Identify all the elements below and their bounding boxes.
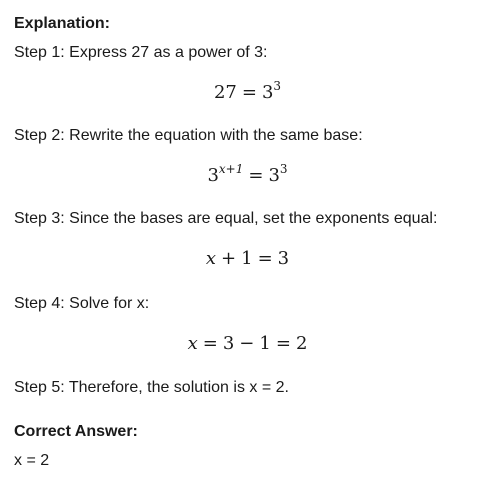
eq2-base-right: 3 (268, 165, 280, 186)
eq3-plus: + (221, 248, 237, 269)
eq4-var: x (187, 333, 198, 354)
eq2-exp-left: x+1 (218, 162, 244, 176)
eq1-exp: 3 (273, 79, 282, 93)
eq4-rhs: 2 (295, 333, 308, 354)
eq4-minus: − (239, 333, 255, 354)
eq1-lhs: 27 (213, 82, 237, 103)
eq3-equals: = (257, 248, 273, 269)
step-2-text: Step 2: Rewrite the equation with the same base: (14, 127, 363, 144)
correct-answer-value: x = 2 (14, 452, 50, 469)
step-1-text: Step 1: Express 27 as a power of 3: (14, 44, 268, 61)
equation-2 (0, 162, 495, 187)
eq3-var: x (205, 248, 217, 269)
step-3-text: Step 3: Since the bases are equal, set the exponents equal: (14, 210, 438, 227)
correct-answer-heading: Correct Answer: (14, 423, 138, 440)
eq4-equals: = (202, 333, 218, 354)
eq4-b: 1 (259, 333, 271, 354)
eq1-base: 3 (261, 82, 274, 103)
eq2-equals: = (248, 165, 264, 186)
eq3-rhs: 3 (277, 248, 290, 269)
equation-4 (0, 333, 495, 355)
eq1-equals: = (241, 82, 257, 103)
step-4-text: Step 4: Solve for x: (14, 295, 150, 312)
eq2-base-left: 3 (207, 165, 219, 186)
step-5-text: Step 5: Therefore, the solution is x = 2. (14, 379, 289, 396)
eq2-exp-right: 3 (279, 162, 288, 176)
equation-3 (0, 248, 495, 270)
equation-1 (0, 79, 495, 104)
eq3-one: 1 (241, 248, 253, 269)
eq4-equals-2: = (275, 333, 291, 354)
eq4-a: 3 (222, 333, 235, 354)
explanation-heading: Explanation: (14, 15, 111, 32)
